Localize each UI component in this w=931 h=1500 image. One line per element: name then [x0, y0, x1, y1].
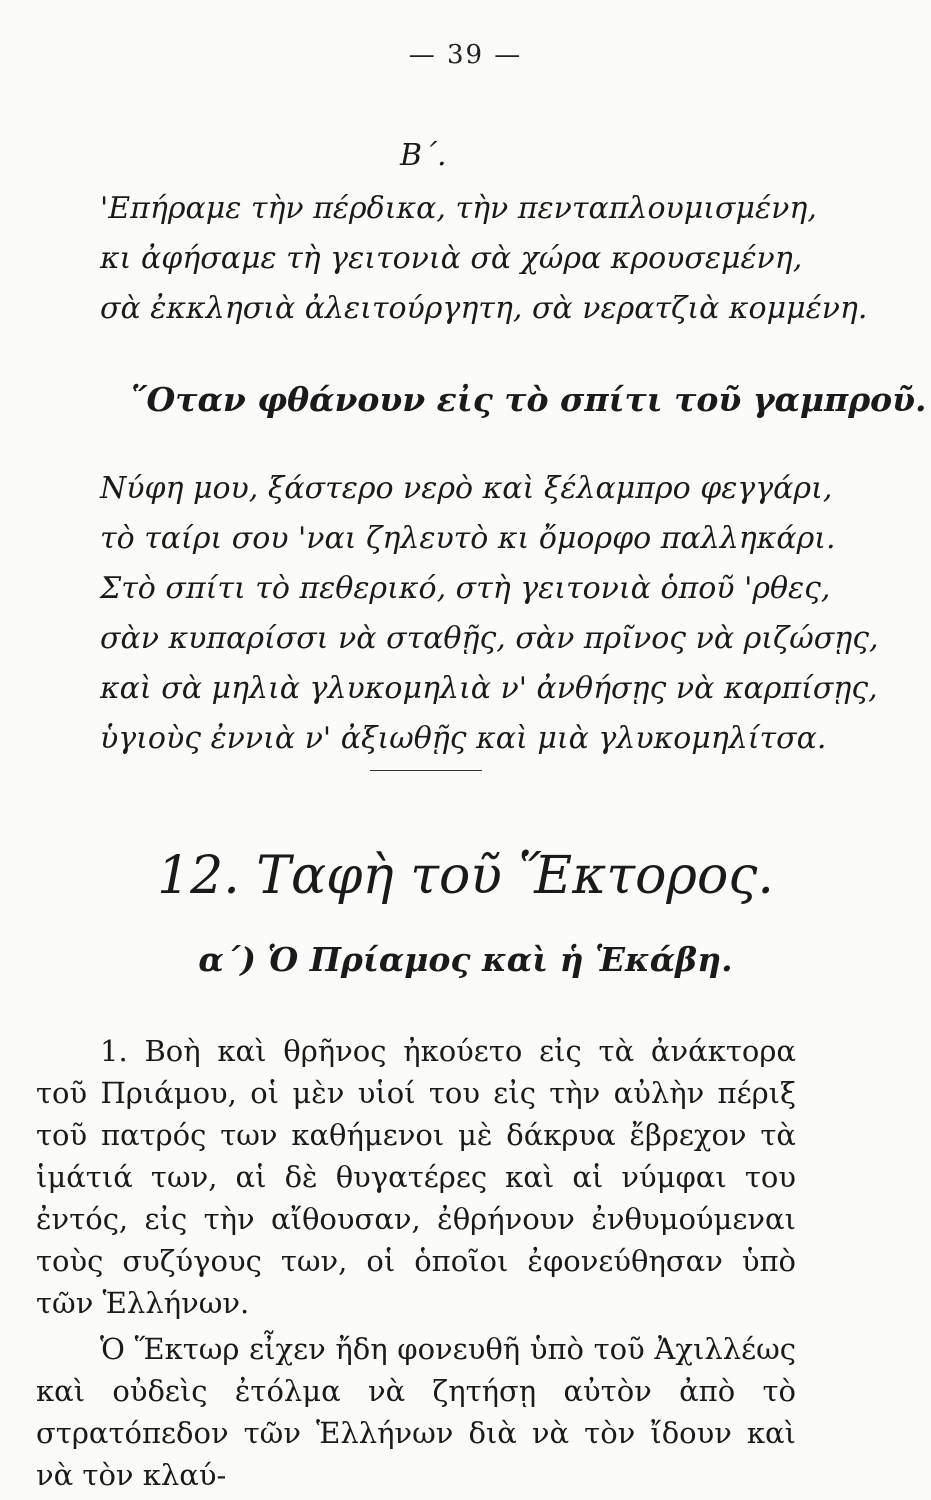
poem-line: ὑγιοὺς ἐννιὰ ν' ἀξιωθῇς καὶ μιὰ γλυκομηλίτσα.	[100, 721, 827, 756]
chapter-title: 12. Ταφὴ τοῦ Ἕκτορος.	[157, 846, 774, 906]
paragraph: Ὁ Ἕκτωρ εἶχεν ἤδη φονευθῆ ὑπὸ τοῦ Ἀχιλλέως καὶ οὐδεὶς ἐτόλμα νὰ ζητήσῃ αὐτὸν ἀπὸ τὸ στρατόπεδον τῶν Ἑλλήνων διὰ νὰ τὸν ἴδουν καὶ νὰ τὸν κλαύ-	[36, 1332, 796, 1492]
stanza-label: Β΄.	[400, 138, 447, 173]
poem-line: 'Επήραμε τὴν πέρδικα, τὴν πενταπλουμισμένη,	[100, 191, 817, 226]
paragraph: 1. Βοὴ καὶ θρῆνος ἠκούετο εἰς τὰ ἀνάκτορα τοῦ Πριάμου, οἱ μὲν υἱοί του εἰς τὴν αὐλὴν πέριξ τοῦ πατρός των καθήμενοι μὲ δάκρυα ἔβρεχον τὰ ἱμάτιά των, αἱ δὲ θυγατέρες καὶ αἱ νύμφαι του ἐντός, εἰς τὴν αἴθουσαν, ἐθρήνουν ἐνθυμούμεναι τοὺς συζύγους των, οἱ ὁποῖοι ἐφονεύθησαν ὑπὸ τῶν Ἑλλήνων.	[36, 1034, 796, 1320]
arrival-poem	[100, 464, 879, 764]
poem-line: κι ἀφήσαμε τὴ γειτονιὰ σὰ χώρα κρουσεμένη,	[100, 241, 803, 276]
section-divider	[370, 770, 482, 771]
arrival-heading: ῞Οταν φθάνουν εἰς τὸ σπίτι τοῦ γαμπροῦ.	[130, 380, 927, 419]
chapter-text	[36, 1030, 796, 1496]
poem-line: σὰ ἐκκλησιὰ ἀλειτούργητη, σὰ νερατζιὰ κομμένη.	[100, 291, 868, 326]
stanza-b-poem	[100, 184, 867, 334]
section-title: α΄) Ὁ Πρίαμος καὶ ἡ Ἑκάβη.	[198, 940, 733, 979]
page-number: — 39 —	[408, 40, 523, 70]
poem-line: Νύφη μου, ξάστερο νερὸ καὶ ξέλαμπρο φεγγάρι,	[100, 471, 833, 506]
poem-line: Στὸ σπίτι τὸ πεθερικό, στὴ γειτονιὰ ὁποῦ 'ρθες,	[100, 571, 831, 606]
poem-line: τὸ ταίρι σου 'ναι ζηλευτὸ κι ὄμορφο παλληκάρι.	[100, 521, 836, 556]
poem-line: καὶ σὰ μηλιὰ γλυκομηλιὰ ν' ἀνθήσῃς νὰ καρπίσῃς,	[100, 671, 878, 706]
poem-line: σὰν κυπαρίσσι νὰ σταθῇς, σὰν πρῖνος νὰ ριζώσῃς,	[100, 621, 879, 656]
